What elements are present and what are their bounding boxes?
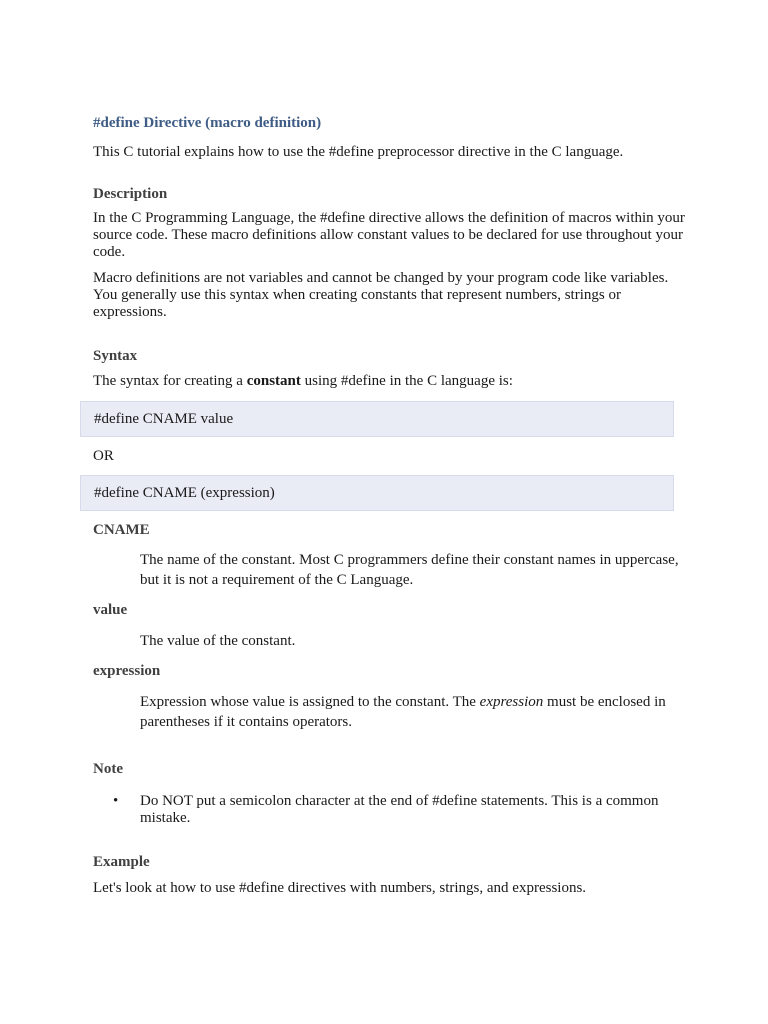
or-label: OR [93, 448, 114, 464]
param-term-cname: CNAME [93, 522, 150, 538]
page-title: #define Directive (macro definition) [93, 115, 322, 131]
intro-paragraph: This C tutorial explains how to use the #define preprocessor directive in the C language. [93, 144, 624, 160]
code-block-2 [80, 475, 674, 511]
description-paragraph-1: In the C Programming Language, the #define directive allows the definition of macros within your source code. These macro definitions allow constant values to be declared for use throughout your code. [93, 210, 685, 260]
param-term-expression: expression [93, 663, 161, 679]
param-desc-text: Expression whose value is assigned to the constant. The [140, 694, 480, 710]
example-paragraph: Let's look at how to use #define directives with numbers, strings, and expressions. [93, 880, 587, 896]
description-paragraph-2: Macro definitions are not variables and cannot be changed by your program code like variables. You generally use this syntax when creating constants that represent numbers, strings or expressions. [93, 270, 669, 320]
example-heading: Example [93, 854, 150, 870]
param-desc-text-end: must be enclosed in parentheses if it contains operators. [140, 694, 666, 730]
note-heading: Note [93, 761, 123, 777]
syntax-lead-text-end: using #define in the C language is: [300, 373, 513, 389]
note-item-text: Do NOT put a semicolon character at the end of #define statements. This is a common mistake. [140, 793, 659, 826]
note-list-item [113, 793, 693, 827]
param-desc-italic: expression [479, 694, 544, 710]
syntax-lead [93, 373, 693, 390]
param-desc-expression [140, 692, 693, 732]
description-heading: Description [93, 186, 168, 202]
syntax-heading: Syntax [93, 348, 138, 364]
param-desc-value: The value of the constant. [140, 633, 296, 649]
code-line: #define CNAME (expression) [94, 485, 275, 501]
syntax-lead-text: The syntax for creating a [93, 373, 247, 389]
param-term-value: value [93, 602, 128, 618]
param-desc-cname: The name of the constant. Most C programmers define their constant names in uppercase, but it is not a requirement of the C Language. [140, 552, 679, 588]
syntax-lead-bold: constant [246, 373, 301, 389]
code-block-1 [80, 401, 674, 437]
document-page [93, 113, 693, 897]
code-line: #define CNAME value [94, 411, 234, 427]
bullet-icon: • [113, 793, 119, 809]
